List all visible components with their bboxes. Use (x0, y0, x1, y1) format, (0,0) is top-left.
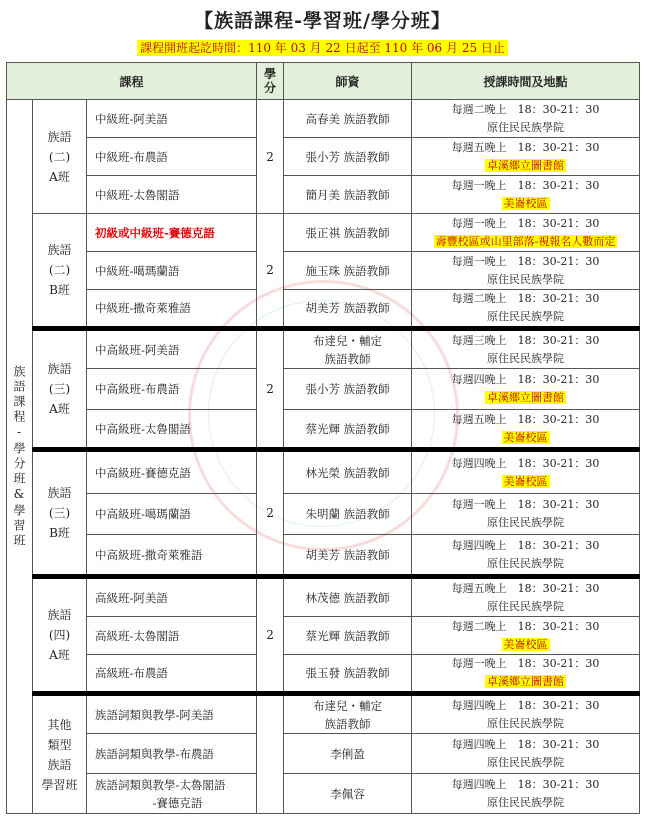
class-time: 每週五晚上 18：30-21：30 (451, 581, 600, 595)
teacher-name: 林光榮 族語教師 (284, 450, 412, 494)
time-location (412, 655, 640, 694)
class-location: 原住民民族學院 (487, 556, 565, 570)
header-teacher: 師資 (284, 63, 412, 100)
group-name-text: 族語 (二) B班 (47, 243, 72, 297)
class-time: 每週一晚上 18：30-21：30 (451, 178, 600, 192)
teacher-name: 布達兒・輔定 族語教師 (284, 329, 412, 369)
class-location: 原住民民族學院 (487, 516, 565, 529)
table-row (7, 617, 640, 655)
page-title: 【族語課程-學習班/學分班】 (194, 10, 451, 32)
class-time: 每週一晚上 18：30-21：30 (451, 216, 600, 230)
group-name-text: 族語 (三) B班 (47, 486, 72, 540)
header-time: 授課時間及地點 (412, 63, 640, 100)
header-credit: 學 分 (257, 63, 284, 100)
class-time: 每週四晚上 18：30-21：30 (451, 777, 600, 791)
class-time: 每週五晚上 18：30-21：30 (451, 140, 600, 154)
class-name: 中高級班-賽德克語 (87, 450, 257, 494)
class-location: 卓溪鄉立圖書館 (487, 158, 565, 172)
table-row (7, 734, 640, 774)
time-location (412, 535, 640, 577)
class-location: 卓溪鄉立圖書館 (487, 675, 565, 688)
class-location: 美崙校區 (503, 196, 548, 210)
credit-value: 2 (257, 100, 284, 214)
class-time: 每週三晚上 18：30-21：30 (451, 333, 600, 347)
class-time: 每週四晚上 18：30-21：30 (451, 538, 600, 552)
class-name: 中高級班-布農語 (87, 369, 257, 410)
group-name-text: 族語 (四) A班 (47, 608, 72, 662)
class-time: 每週一晚上 18：30-21：30 (451, 498, 600, 511)
class-location: 美崙校區 (503, 430, 548, 444)
group-name-text: 族語 (二) A班 (47, 129, 72, 184)
time-location (412, 100, 640, 138)
table-row (7, 774, 640, 814)
teacher-name: 高春美 族語教師 (284, 100, 412, 138)
time-location (412, 694, 640, 734)
class-name: 高級班-阿美語 (87, 577, 257, 617)
teacher-name: 胡美芳 族語教師 (284, 535, 412, 577)
group-name (33, 214, 87, 329)
teacher-name: 林茂德 族語教師 (284, 577, 412, 617)
time-location (412, 734, 640, 774)
group-name-text: 其他 類型 族語 學習班 (41, 717, 78, 792)
teacher-name: 布達兒・輔定 族語教師 (284, 694, 412, 734)
class-time: 每週四晚上 18：30-21：30 (451, 737, 600, 751)
table-row (7, 214, 640, 252)
table-row (7, 252, 640, 290)
class-name: 高級班-布農語 (87, 655, 257, 694)
class-location: 原住民民族學院 (487, 795, 565, 809)
teacher-name: 施玉珠 族語教師 (284, 252, 412, 290)
teacher-name: 蔡光輝 族語教師 (284, 410, 412, 450)
class-name: 中級班-太魯閣語 (87, 176, 257, 214)
class-time: 每週四晚上 18：30-21：30 (451, 373, 600, 386)
class-time: 每週二晚上 18：30-21：30 (451, 102, 600, 116)
time-location (412, 369, 640, 410)
class-name: 中高級班-阿美語 (87, 329, 257, 369)
class-location: 原住民民族學院 (487, 351, 565, 365)
teacher-name: 張正祺 族語教師 (284, 214, 412, 252)
side-category-label: 族語課程-學分班&學習班 (7, 100, 33, 814)
class-location: 卓溪鄉立圖書館 (487, 391, 565, 404)
group-name (33, 450, 87, 577)
table-row (7, 655, 640, 694)
class-time: 每週五晚上 18：30-21：30 (451, 412, 600, 426)
class-time: 每週一晚上 18：30-21：30 (451, 657, 600, 670)
credit-value: 2 (257, 214, 284, 329)
teacher-name: 張玉發 族語教師 (284, 655, 412, 694)
class-location: 原住民民族學院 (487, 310, 565, 323)
class-name: 中級班-阿美語 (87, 100, 257, 138)
class-name: 中高級班-撒奇萊雅語 (87, 535, 257, 577)
table-row (7, 290, 640, 329)
table-row (7, 176, 640, 214)
class-location: 原住民民族學院 (487, 272, 565, 286)
course-table (6, 62, 640, 814)
course-period (0, 37, 645, 56)
group-name (33, 694, 87, 814)
class-name: 中高級班-太魯閣語 (87, 410, 257, 450)
time-location (412, 176, 640, 214)
class-name: 族語詞類與教學-太魯閣語 -賽德克語 (87, 774, 257, 814)
class-time: 每週四晚上 18：30-21：30 (451, 456, 600, 470)
table-row (7, 694, 640, 734)
table-row (7, 369, 640, 410)
class-location: 原住民民族學院 (487, 755, 565, 769)
class-location: 原住民民族學院 (487, 716, 565, 730)
group-name-text: 族語 (三) A班 (47, 362, 72, 416)
credit-value (257, 694, 284, 814)
teacher-name: 張小芳 族語教師 (284, 138, 412, 176)
class-name: 中級班-噶瑪蘭語 (87, 252, 257, 290)
teacher-name: 李佩容 (284, 774, 412, 814)
class-name: 中級班-撒奇萊雅語 (87, 290, 257, 329)
class-name: 族語詞類與教學-布農語 (87, 734, 257, 774)
credit-value: 2 (257, 329, 284, 450)
time-location (412, 494, 640, 535)
table-header-row (7, 63, 640, 100)
class-location: 原住民民族學院 (487, 599, 565, 613)
time-location (412, 290, 640, 329)
time-location (412, 617, 640, 655)
course-period-text: 課程開班起訖時間：110 年 03 月 22 日起至 110 年 06 月 25 日止 (137, 40, 508, 56)
time-location (412, 577, 640, 617)
teacher-name: 簡月美 族語教師 (284, 176, 412, 214)
table-row (7, 535, 640, 577)
table-row (7, 410, 640, 450)
teacher-name: 蔡光輝 族語教師 (284, 617, 412, 655)
header-course: 課程 (7, 63, 257, 100)
class-name: 中高級班-噶瑪蘭語 (87, 494, 257, 535)
class-location: 美崙校區 (503, 474, 548, 488)
group-name (33, 100, 87, 214)
table-row (7, 138, 640, 176)
class-name: 族語詞類與教學-阿美語 (87, 694, 257, 734)
group-name (33, 329, 87, 450)
group-name (33, 577, 87, 694)
class-location: 原住民民族學院 (487, 120, 565, 134)
time-location (412, 329, 640, 369)
table-row (7, 329, 640, 369)
teacher-name: 朱明蘭 族語教師 (284, 494, 412, 535)
class-location: 美崙校區 (503, 637, 548, 651)
time-location (412, 252, 640, 290)
class-time: 每週四晚上 18：30-21：30 (451, 698, 600, 712)
teacher-name: 李俐盈 (284, 734, 412, 774)
time-location (412, 138, 640, 176)
class-name: 初級或中級班-賽德克語 (87, 214, 257, 252)
class-name: 高級班-太魯閣語 (87, 617, 257, 655)
class-time: 每週二晚上 18：30-21：30 (451, 292, 600, 305)
table-row (7, 577, 640, 617)
time-location (412, 410, 640, 450)
time-location (412, 774, 640, 814)
class-time: 每週一晚上 18：30-21：30 (451, 254, 600, 268)
credit-value: 2 (257, 577, 284, 694)
class-name: 中級班-布農語 (87, 138, 257, 176)
credit-value: 2 (257, 450, 284, 577)
class-location: 壽豐校區或山里部落-視報名人數而定 (435, 234, 616, 248)
class-time: 每週二晚上 18：30-21：30 (451, 619, 600, 633)
table-row (7, 494, 640, 535)
table-row (7, 100, 640, 138)
table-row (7, 450, 640, 494)
teacher-name: 張小芳 族語教師 (284, 369, 412, 410)
time-location (412, 450, 640, 494)
time-location (412, 214, 640, 252)
teacher-name: 胡美芳 族語教師 (284, 290, 412, 329)
